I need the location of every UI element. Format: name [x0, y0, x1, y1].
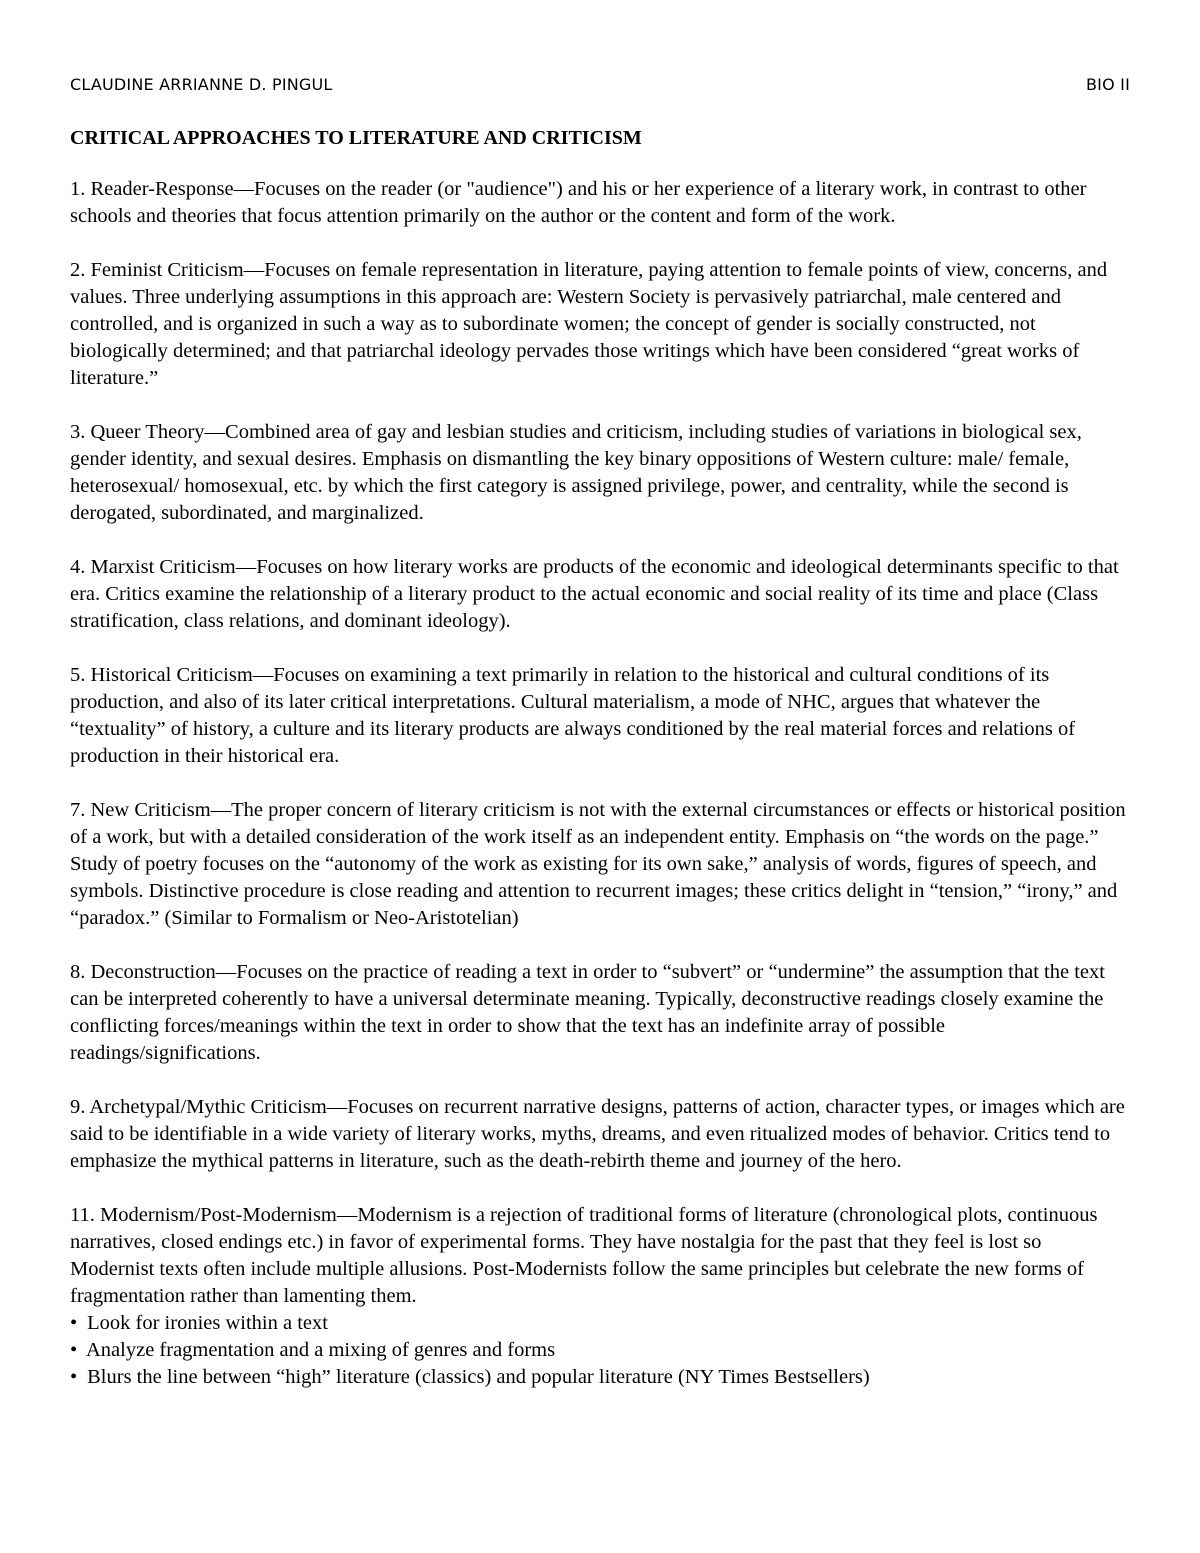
- bullet-icon: •: [70, 1366, 78, 1388]
- section-marxist-criticism: 4. Marxist Criticism—Focuses on how literary works are products of the economic and ideological determinants specific to that era. Critics examine the relationship of a literary product to the actual economic and social reality of its time and place (Class stratification, class relations, and dominant ideology).: [70, 556, 1119, 632]
- section-modernism: 11. Modernism/Post-Modernism—Modernism is a rejection of traditional forms of literature (chronological plots, continuous narratives, closed endings etc.) in favor of experimental forms. They have nostalgia for the past that they feel is lost so Modernist texts often include multiple allusions. Post-Modernists follow the same principles but celebrate the new forms of fragmentation rather than lamenting them.: [70, 1204, 1098, 1307]
- section-archetypal-criticism: 9. Archetypal/Mythic Criticism—Focuses on recurrent narrative designs, patterns of action, character types, or images which are said to be identifiable in a wide variety of literary works, myths, dreams, and even ritualized modes of behavior. Critics tend to emphasize the mythical patterns in literature, such as the death-rebirth theme and journey of the hero.: [70, 1096, 1125, 1172]
- section-deconstruction: 8. Deconstruction—Focuses on the practice of reading a text in order to “subvert” or “undermine” the assumption that the text can be interpreted coherently to have a universal determinate meaning. Typically, deconstructive readings closely examine the conflicting forces/meanings within the text in order to show that the text has an indefinite array of possible readings/significations.: [70, 961, 1105, 1064]
- page-header: [70, 72, 1130, 98]
- document-title: CRITICAL APPROACHES TO LITERATURE AND CRITICISM: [70, 127, 642, 149]
- section-feminist-criticism: 2. Feminist Criticism—Focuses on female representation in literature, paying attention to female points of view, concerns, and values. Three underlying assumptions in this approach are: Western Society is pervasively patriarchal, male centered and controlled, and is organized in such a way as to subordinate women; the concept of gender is socially constructed, not biologically determined; and that patriarchal ideology pervades those writings which have been considered “great works of literature.”: [70, 259, 1108, 389]
- list-item: [70, 1310, 1130, 1337]
- document-page: [70, 72, 1130, 1391]
- author-name: CLAUDINE ARRIANNE D. PINGUL: [70, 75, 333, 94]
- bullet-icon: •: [70, 1312, 78, 1334]
- bullet-text: Blurs the line between “high” literature (classics) and popular literature (NY Times Bestsellers): [87, 1366, 870, 1388]
- bullet-text: Look for ironies within a text: [87, 1312, 328, 1334]
- section-new-criticism: 7. New Criticism—The proper concern of literary criticism is not with the external circumstances or effects or historical position of a work, but with a detailed consideration of the work itself as an independent entity. Emphasis on “the words on the page.” Study of poetry focuses on the “autonomy of the work as existing for its own sake,” analysis of words, figures of speech, and symbols. Distinctive procedure is close reading and attention to recurrent images; these critics delight in “tension,” “irony,” and “paradox.” (Similar to Formalism or Neo-Aristotelian): [70, 799, 1126, 929]
- course-label: BIO II: [1085, 75, 1130, 94]
- section-historical-criticism: 5. Historical Criticism—Focuses on examining a text primarily in relation to the historical and cultural conditions of its production, and also of its later critical interpretations. Cultural materialism, a mode of NHC, argues that whatever the “textuality” of history, a culture and its literary products are always conditioned by the real material forces and relations of production in their historical era.: [70, 664, 1076, 767]
- section-queer-theory: 3. Queer Theory—Combined area of gay and lesbian studies and criticism, including studies of variations in biological sex, gender identity, and sexual desires. Emphasis on dismantling the key binary oppositions of Western culture: male/ female, heterosexual/ homosexual, etc. by which the first category is assigned privilege, power, and centrality, while the second is derogated, subordinated, and marginalized.: [70, 421, 1082, 524]
- section-reader-response: 1. Reader-Response—Focuses on the reader (or "audience") and his or her experience of a literary work, in contrast to other schools and theories that focus attention primarily on the author or the content and form of the work.: [70, 178, 1087, 227]
- modernism-bullet-list: [70, 1310, 1130, 1391]
- list-item: [70, 1364, 1130, 1391]
- bullet-icon: •: [70, 1339, 78, 1361]
- list-item: [70, 1337, 1130, 1364]
- bullet-text: Analyze fragmentation and a mixing of genres and forms: [86, 1339, 556, 1361]
